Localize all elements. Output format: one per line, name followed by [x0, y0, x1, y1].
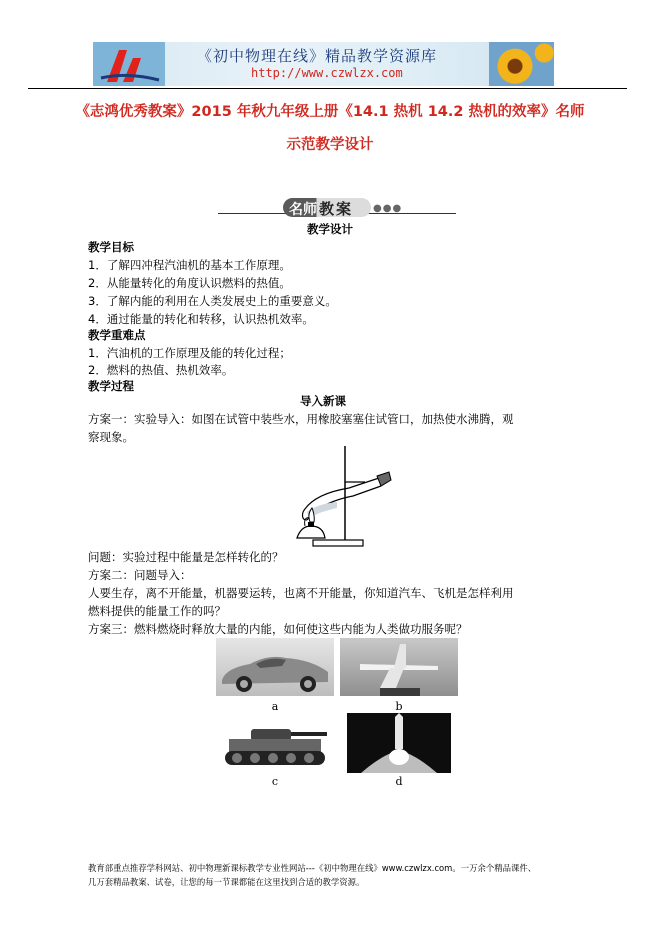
caption-c: c [271, 775, 279, 788]
intro-heading: 导入新课 [300, 394, 346, 408]
goal-item: 1．了解四冲程汽油机的基本工作原理。 [88, 258, 291, 272]
section-title: 教学设计 [307, 222, 353, 236]
caption-a: a [271, 700, 279, 713]
keypoint-item: 1．汽油机的工作原理及能的转化过程； [88, 346, 291, 360]
sunflower-image [489, 42, 554, 86]
badge-dots: ●●● [373, 203, 403, 214]
plan2-body: 人要生存，离不开能量，机器要运转，也离不开能量，你知道汽车、飞机是怎样利用 [88, 586, 514, 600]
keypoints-heading: 教学重难点 [88, 328, 146, 342]
keypoint-item: 2．燃料的热值、热机效率。 [88, 363, 234, 377]
site-logo [93, 42, 165, 86]
rocket-photo [347, 713, 451, 773]
badge-left-text: 名师 [289, 202, 317, 218]
plan1-text-cont: 察现象。 [88, 430, 134, 444]
goal-item: 2．从能量转化的角度认识燃料的热值。 [88, 276, 291, 290]
document-title-line2: 示范教学设计 [286, 137, 374, 153]
caption-d: d [395, 775, 403, 788]
goal-item: 4．通过能量的转化和转移，认识热机效率。 [88, 312, 314, 326]
goal-item: 3．了解内能的利用在人类发展史上的重要意义。 [88, 294, 337, 308]
famous-teacher-badge [283, 198, 371, 217]
airplane-photo [340, 638, 458, 696]
footer-line2: 几万套精品教案、试卷，让您的每一节课都能在这里找到合适的教学资源。 [88, 877, 365, 887]
footer-line1: 教育部重点推荐学科网站、初中物理新课标教学专业性网站---《初中物理在线》www.czwlzx.com。一万余个精品课件、 [88, 863, 537, 873]
plan2-body-cont: 燃料提供的能量工作的吗？ [88, 604, 226, 618]
plan2-text: 方案二：问题导入： [88, 568, 192, 582]
page-footer [88, 861, 608, 889]
question-text: 问题：实验过程中能量是怎样转化的？ [88, 550, 284, 564]
plan3-text: 方案三：燃料燃烧时释放大量的内能，如何使这些内能为人类做功服务呢？ [88, 622, 468, 636]
tank-photo [221, 715, 330, 771]
caption-b: b [395, 700, 403, 713]
header-rule [28, 88, 627, 89]
process-heading: 教学过程 [88, 379, 134, 393]
document-title-line1: 《志鸿优秀教案》2015 年秋九年级上册《14.1 热机 14.2 热机的效率》名师 [75, 104, 585, 120]
car-photo [216, 638, 334, 696]
goals-heading: 教学目标 [88, 240, 134, 254]
experiment-illustration [293, 442, 403, 548]
banner-url[interactable]: http://www.czwlzx.com [251, 66, 403, 80]
header-banner [93, 42, 554, 86]
plan1-text: 方案一：实验导入：如图在试管中装些水，用橡胶塞塞住试管口，加热使水沸腾，观 [88, 412, 514, 426]
badge-right-text: 教案 [319, 200, 354, 218]
banner-title: 《初中物理在线》精品教学资源库 [197, 47, 438, 65]
